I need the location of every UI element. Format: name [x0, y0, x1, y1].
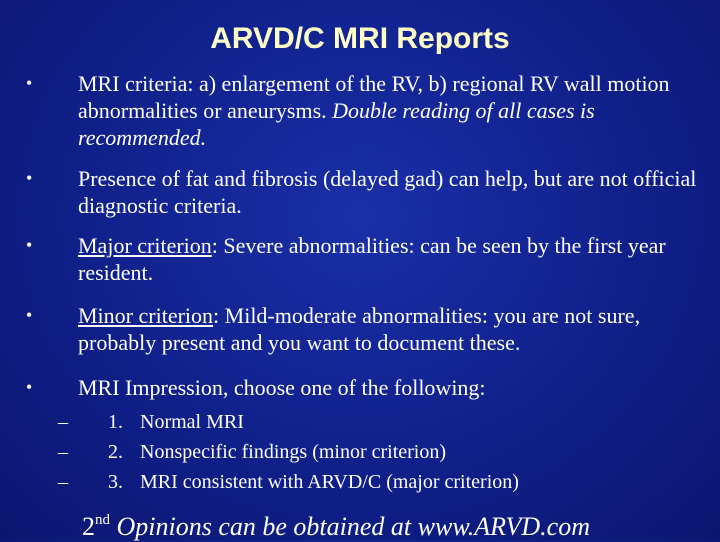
option-number: 3.	[108, 471, 123, 493]
dash-icon: –	[58, 471, 68, 493]
option-text: Nonspecific findings (minor criterion)	[140, 441, 447, 463]
bullet-main-text: : Severe abnormalities: can be seen by the first year resident.	[78, 233, 666, 285]
major-criterion-term: Major criterion	[78, 233, 212, 258]
footer-note	[82, 512, 590, 542]
bullet-text	[78, 232, 698, 286]
bullet-italic-text: Double reading of all cases is recommended.	[78, 98, 595, 150]
slide-title: ARVD/C MRI Reports	[210, 22, 510, 55]
minor-criterion-term: Minor criterion	[78, 303, 214, 328]
dash-icon: –	[58, 441, 68, 463]
option-number: 1.	[108, 411, 123, 433]
option-number: 2.	[108, 441, 123, 463]
bullet-text: MRI Impression, choose one of the following:	[78, 375, 486, 400]
bullet-text: Presence of fat and fibrosis (delayed gad) can help, but are not official diagnostic criteria.	[78, 166, 697, 218]
bullet-main-text: MRI criteria: a) enlargement of the RV, b) regional RV wall motion abnormalities or aneurysms.	[78, 71, 670, 123]
bullet-dot-icon: •	[26, 377, 33, 397]
bullet-text	[78, 302, 698, 356]
footer-number: 2	[82, 512, 95, 541]
footer-superscript: nd	[95, 512, 110, 528]
bullet-text	[78, 70, 698, 151]
option-text: MRI consistent with ARVD/C (major criterion)	[140, 471, 519, 493]
bullet-dot-icon: •	[26, 235, 33, 255]
dash-icon: –	[58, 411, 68, 433]
bullet-main-text: : Mild-moderate abnormalities: you are not sure, probably present and you want to document these.	[78, 303, 641, 355]
bullet-dot-icon: •	[26, 305, 33, 325]
option-text: Normal MRI	[140, 411, 244, 433]
footer-text: Opinions can be obtained at www.ARVD.com	[110, 512, 590, 541]
bullet-dot-icon: •	[26, 73, 33, 93]
bullet-dot-icon: •	[26, 168, 33, 188]
